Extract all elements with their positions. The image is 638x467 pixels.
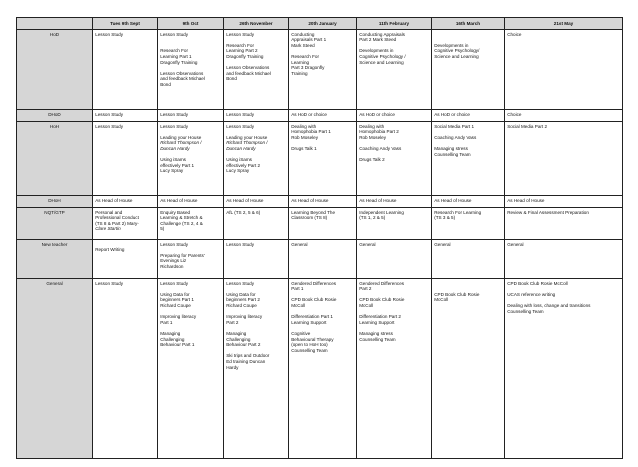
schedule-cell	[432, 30, 505, 110]
table-row	[17, 110, 623, 122]
schedule-cell	[93, 240, 158, 279]
cell-text-line: Science and Learning	[359, 59, 404, 65]
cell-text-line: Rob Moseley	[359, 134, 386, 140]
schedule-cell	[357, 208, 432, 240]
schedule-cell	[505, 240, 623, 279]
cell-text-line: Part 1	[291, 286, 304, 292]
schedule-cell	[357, 122, 432, 196]
schedule-cell	[158, 196, 224, 208]
cell-text-line: Lesson Study	[95, 31, 124, 37]
cell-text-line: Managing	[160, 330, 181, 336]
cell-text-line: effectively Part 2	[226, 162, 261, 168]
cell-text-line: Lesson Study	[160, 241, 189, 247]
cell-text-line: Hardy	[226, 364, 239, 370]
schedule-cell	[224, 240, 289, 279]
schedule-cell	[93, 122, 158, 196]
row-header-role: DHoD	[17, 110, 93, 122]
cell-text-line: Behaviour Part 1	[160, 342, 195, 348]
cell-text-line: General	[434, 241, 451, 247]
row-header-role: NQT/GTP	[17, 208, 93, 240]
cell-text-line: Dealing with	[359, 123, 385, 129]
cell-text-line: Richard Coupe	[160, 302, 191, 308]
cell-text-line: Report Writing	[95, 247, 125, 253]
schedule-body	[17, 30, 623, 459]
cell-text-line: Lesson Study	[226, 241, 255, 247]
cell-text-line: Bond	[160, 81, 171, 87]
cell-text-line: beginners Part 1	[160, 297, 194, 303]
cell-text-line: Duncan Hardy	[226, 145, 256, 151]
row-header-role: DHoH	[17, 196, 93, 208]
cell-text-line: (TS 8 & Part 2) Mary-	[95, 220, 139, 226]
cell-text-line: Learning Support	[359, 319, 395, 325]
cell-text-line: Learning	[291, 59, 310, 65]
cell-text-line: Lesson Study	[160, 280, 189, 286]
cell-text-line: Challenge (TS 2, 4 &	[160, 220, 203, 226]
cell-text-line: Dealing with loss, change and transitions	[507, 302, 591, 308]
cell-text-line: Ski trips and Outdoor	[226, 353, 270, 359]
cell-text-line: (open to HoH too)	[291, 342, 328, 348]
schedule-cell	[432, 208, 505, 240]
cell-text-line: Appraisals Part 1	[291, 37, 327, 43]
cell-text-line: CPD Book Club Rosie	[291, 297, 337, 303]
cell-text-line: Leading your House	[160, 134, 202, 140]
cell-text-line: Training	[291, 70, 308, 76]
cell-text-line: Managing stress	[434, 145, 468, 151]
cell-text-line: Drugs Talk 1	[291, 145, 317, 151]
row-header-role: General	[17, 279, 93, 459]
cell-text-line: (TS 3 & 5)	[434, 215, 456, 221]
cell-text-line: Science and Learning	[434, 53, 479, 59]
cell-text-line: Lesson Study	[95, 123, 124, 129]
cell-text-line: Drugs Talk 2	[359, 157, 385, 163]
cell-text-line: Improving literacy	[160, 314, 197, 320]
row-header-role: HoH	[17, 122, 93, 196]
cell-text-line: Richard Thompson /	[226, 140, 268, 146]
header-date: 11th February	[357, 18, 432, 30]
table-row	[17, 30, 623, 110]
cell-text-line: As Head of House	[95, 197, 133, 203]
cell-text-line: Choice	[507, 31, 522, 37]
schedule-cell	[158, 30, 224, 110]
cell-text-line: Lesson Study	[226, 123, 255, 129]
schedule-cell	[357, 196, 432, 208]
cell-text-line: Managing stress	[359, 330, 393, 336]
cell-text-line: Lesson Study	[226, 111, 255, 117]
header-date: 26th November	[224, 18, 289, 30]
cell-text-line: Lesson Study	[95, 111, 124, 117]
cell-text-line: As Head of House	[434, 197, 472, 203]
cell-text-line: Counselling Team	[291, 347, 328, 353]
cell-text-line: Bond	[226, 76, 237, 82]
cell-text-line: Dragonfly Training	[226, 53, 264, 59]
cell-text-line: Lesson Observations	[160, 70, 204, 76]
cell-text-line: Rob Moseley	[291, 134, 318, 140]
cell-text-line: Lesson Study	[160, 111, 189, 117]
schedule-cell	[357, 30, 432, 110]
schedule-cell	[224, 208, 289, 240]
cell-text-line: Learning Part 2	[226, 48, 258, 54]
schedule-cell	[289, 208, 357, 240]
cell-text-line: Behaviour Part 2	[226, 342, 261, 348]
cell-text-line: Richard Thompson /	[160, 140, 202, 146]
row-header-role: HoD	[17, 30, 93, 110]
schedule-cell	[505, 110, 623, 122]
cell-text-line: Lesson Study	[160, 123, 189, 129]
cell-text-line: Coaching Andy Vass	[434, 134, 477, 140]
cell-text-line: Part 2	[359, 286, 372, 292]
header-corner	[17, 18, 93, 30]
schedule-cell	[432, 240, 505, 279]
cell-text-line: Using iSams	[160, 157, 186, 163]
schedule-cell	[158, 110, 224, 122]
cell-text-line: As Head of House	[226, 197, 264, 203]
cell-text-line: General	[507, 241, 524, 247]
cell-text-line: Personal and	[95, 209, 123, 215]
cell-text-line: Conducting	[291, 31, 315, 37]
cell-text-line: CPD Book Club Rosie	[434, 291, 480, 297]
cell-text-line: McColl	[291, 302, 306, 308]
schedule-cell	[289, 196, 357, 208]
schedule-cell	[505, 30, 623, 110]
cell-text-line: Conducting Appraisals	[359, 31, 405, 37]
row-header-role: New teacher	[17, 240, 93, 279]
cell-text-line: Preparing for Parents'	[160, 252, 205, 258]
schedule-cell	[432, 196, 505, 208]
cell-text-line: Dragonfly Training	[160, 59, 198, 65]
schedule-cell	[93, 110, 158, 122]
cell-text-line: Leading your House	[226, 134, 268, 140]
cell-text-line: Cognitive	[291, 330, 311, 336]
table-row	[17, 240, 623, 279]
cell-text-line: Cognitive Psychology/	[434, 48, 480, 54]
schedule-cell	[505, 279, 623, 459]
cell-text-line: Counselling Team	[359, 336, 396, 342]
cell-text-line: Homophobia Part 2	[359, 129, 399, 135]
cell-text-line: Choice	[507, 111, 522, 117]
schedule-cell	[505, 122, 623, 196]
cell-text-line: effectively Part 1	[160, 162, 195, 168]
cell-text-line: Evenings Liz	[160, 258, 187, 264]
schedule-cell	[505, 208, 623, 240]
cell-text-line: Developments in	[359, 48, 394, 54]
cell-text-line: Using Data for	[160, 291, 190, 297]
cell-text-line: Review & Final Assessment Preparation	[507, 209, 589, 215]
cell-text-line: Independent Learning	[359, 209, 404, 215]
cell-text-line: Improving literacy	[226, 314, 263, 320]
cell-text-line: As Head of House	[507, 197, 545, 203]
schedule-cell	[357, 110, 432, 122]
schedule-cell	[224, 110, 289, 122]
schedule-cell	[505, 196, 623, 208]
schedule-cell	[224, 122, 289, 196]
cell-text-line: Coaching Andy Vass	[359, 145, 402, 151]
table-row	[17, 196, 623, 208]
header-row	[17, 18, 623, 30]
cell-text-line: Social Media Part 1	[434, 123, 475, 129]
cell-text-line: Challenging	[226, 336, 251, 342]
cell-text-line: General	[359, 241, 376, 247]
cell-text-line: Part 2 Mark Steed	[359, 37, 397, 43]
cell-text-line: Lesson Study	[95, 280, 124, 286]
cell-text-line: As Head of House	[160, 197, 198, 203]
cell-text-line: Richardson	[160, 263, 184, 269]
cell-text-line: 5)	[160, 226, 165, 232]
schedule-cell	[93, 30, 158, 110]
cell-text-line: Part 2	[226, 319, 239, 325]
cell-text-line: and feedback Michael	[160, 76, 205, 82]
schedule-cell	[224, 196, 289, 208]
cell-text-line: Research For Learning	[434, 209, 482, 215]
cell-text-line: CPD Book Club Rosie McColl	[507, 280, 568, 286]
cell-text-line: Behavioural Therapy	[291, 336, 334, 342]
cell-text-line: Part 1	[160, 319, 173, 325]
table-row	[17, 122, 623, 196]
schedule-cell	[224, 30, 289, 110]
schedule-cell	[224, 279, 289, 459]
cell-text-line: Lesson Study	[226, 31, 255, 37]
cell-text-line: Lucy Spray	[226, 168, 250, 174]
cell-text-line: As Head of House	[359, 197, 397, 203]
schedule-cell	[289, 279, 357, 459]
cell-text-line: Part 3 Dragonfly	[291, 65, 325, 71]
schedule-cell	[93, 279, 158, 459]
cell-text-line: and feedback Michael	[226, 70, 271, 76]
schedule-cell	[158, 208, 224, 240]
cell-text-line: Counselling Team	[434, 151, 471, 157]
cell-text-line: McColl	[359, 302, 374, 308]
header-date: 9th Oct	[158, 18, 224, 30]
cell-text-line: Lucy Spray	[160, 168, 184, 174]
table-row	[17, 279, 623, 459]
cell-text-line: Learning Support	[291, 319, 327, 325]
cell-text-line: As HoD or choice	[434, 111, 470, 117]
cell-text-line: Using Data for	[226, 291, 256, 297]
cell-text-line: Lesson Observations	[226, 65, 270, 71]
table-row	[17, 208, 623, 240]
cell-text-line: Managing	[226, 330, 247, 336]
cell-text-line: Duncan Hardy	[160, 145, 190, 151]
cell-text-line: CPD Book Club Rosie	[359, 297, 405, 303]
cell-text-line: Learning Beyond The	[291, 209, 336, 215]
schedule-cell	[289, 30, 357, 110]
cell-text-line: Social Media Part 2	[507, 123, 548, 129]
cell-text-line: Ed training Duncan	[226, 358, 266, 364]
cell-text-line: Differentiation Part 1	[291, 314, 333, 320]
cell-text-line: Gendered Differences	[359, 280, 405, 286]
cell-text-line: General	[291, 241, 308, 247]
schedule-cell	[289, 122, 357, 196]
cell-text-line: McColl	[434, 297, 449, 303]
cell-text-line: beginners Part 2	[226, 297, 260, 303]
cell-text-line: UCAS reference writing	[507, 291, 556, 297]
cell-text-line: Professional Conduct	[95, 215, 139, 221]
cell-text-line: Gendered Differences	[291, 280, 337, 286]
cell-text-line: Research For	[160, 48, 189, 54]
cell-text-line: Mark Steed	[291, 42, 315, 48]
schedule-cell	[289, 240, 357, 279]
cell-text-line: Cognitive Psychology /	[359, 53, 406, 59]
header-date: 20th January	[289, 18, 357, 30]
cell-text-line: Clare Startin	[95, 226, 121, 232]
cpd-schedule-table	[16, 17, 623, 459]
cell-text-line: As HoD or choice	[291, 111, 327, 117]
schedule-cell	[158, 240, 224, 279]
cell-text-line: Using iSams	[226, 157, 252, 163]
cell-text-line: Differentiation Part 2	[359, 314, 401, 320]
schedule-cell	[289, 110, 357, 122]
cell-text-line: AfL (TS 2, 5 & 6)	[226, 209, 261, 215]
cell-text-line: Richard Coupe	[226, 302, 257, 308]
cell-text-line: Enquiry Based	[160, 209, 191, 215]
cell-text-line: Research For	[226, 42, 255, 48]
cell-text-line: Learning & Stretch &	[160, 215, 203, 221]
cell-text-line: Challenging	[160, 336, 185, 342]
cell-text-line: Lesson Study	[226, 280, 255, 286]
cell-text-line: Counselling Team	[507, 308, 544, 314]
header-date: 21st May	[505, 18, 623, 30]
cell-text-line: Lesson Study	[160, 31, 189, 37]
schedule-cell	[357, 279, 432, 459]
cell-text-line: Dealing with	[291, 123, 317, 129]
cell-text-line: Developments in	[434, 42, 469, 48]
schedule-cell	[158, 279, 224, 459]
schedule-cell	[432, 122, 505, 196]
cell-text-line: As HoD or choice	[359, 111, 395, 117]
cell-text-line: Classroom (TS 8)	[291, 215, 328, 221]
header-date: Tues 9th Sept	[93, 18, 158, 30]
schedule-cell	[93, 196, 158, 208]
cell-text-line: As Head of House	[291, 197, 329, 203]
cell-text-line: Learning Part 1	[160, 53, 192, 59]
header-date: 16th March	[432, 18, 505, 30]
schedule-cell	[93, 208, 158, 240]
cell-text-line: Research For	[291, 53, 320, 59]
schedule-cell	[158, 122, 224, 196]
schedule-cell	[357, 240, 432, 279]
cell-text-line: (TS 1, 2 & 5)	[359, 215, 386, 221]
cell-text-line: Homophobia Part 1	[291, 129, 331, 135]
schedule-cell	[432, 279, 505, 459]
schedule-cell	[432, 110, 505, 122]
